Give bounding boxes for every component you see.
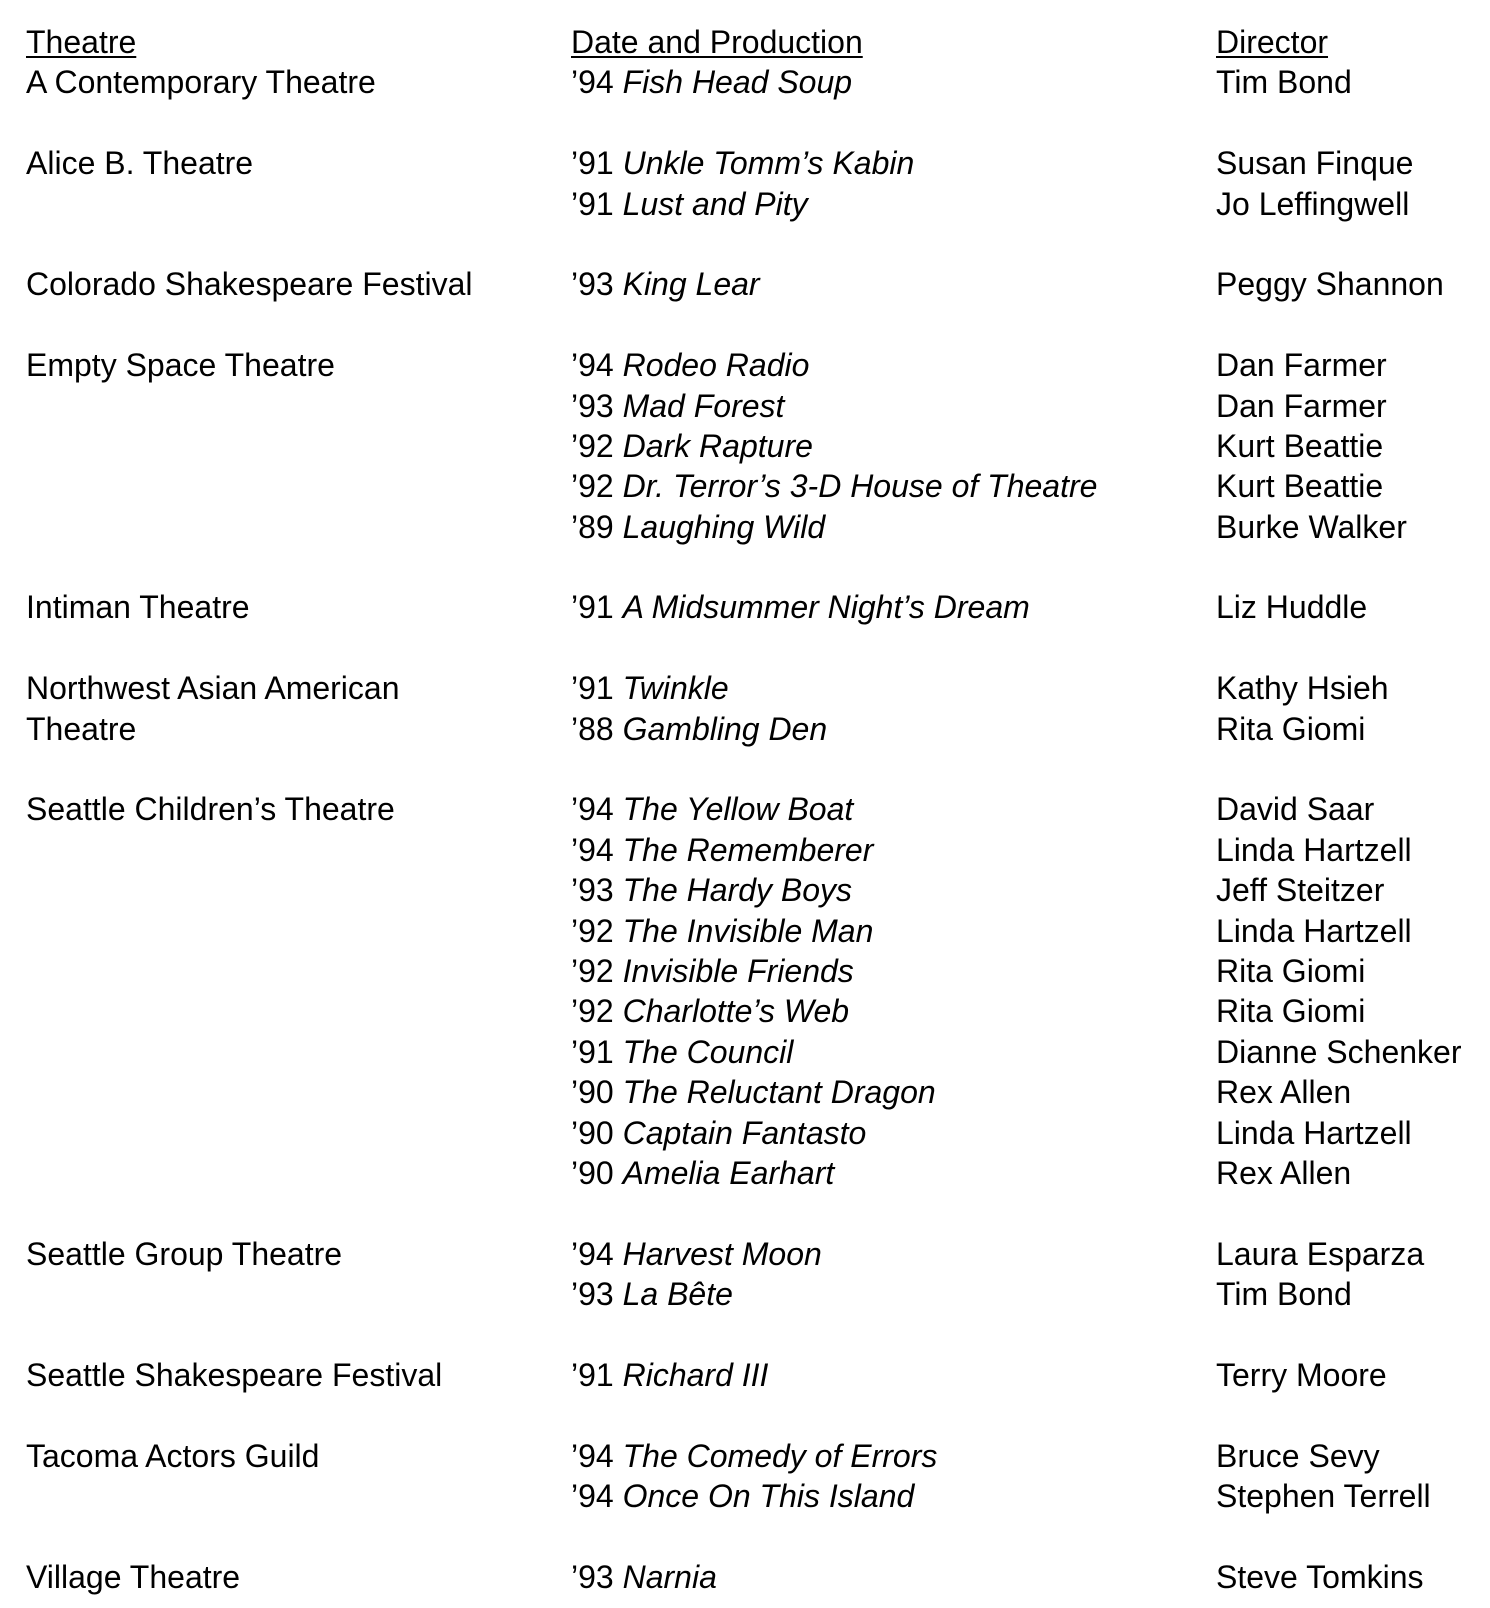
theatre-cell: Seattle Shakespeare Festival — [26, 1356, 443, 1393]
table-row — [26, 1072, 1486, 1112]
production-cell — [571, 184, 808, 224]
production-cell — [571, 668, 729, 708]
production-year: ’94 — [571, 791, 614, 828]
table-row — [26, 1274, 1486, 1314]
production-cell — [571, 1557, 717, 1597]
production-cell — [571, 1113, 866, 1153]
production-year: ’94 — [571, 1437, 614, 1474]
director-cell: Rita Giomi — [1216, 710, 1366, 747]
production-title: Richard III — [622, 1356, 769, 1393]
production-cell — [571, 1355, 768, 1395]
table-row — [26, 143, 1486, 183]
production-title: Gambling Den — [622, 710, 828, 747]
theatre-cell: Seattle Children’s Theatre — [26, 791, 395, 828]
director-cell: Linda Hartzell — [1216, 831, 1412, 868]
table-row — [26, 426, 1486, 466]
theatre-cell: Village Theatre — [26, 1558, 241, 1595]
table-row — [26, 1113, 1486, 1153]
production-year: ’91 — [571, 145, 614, 182]
production-title: The Rememberer — [622, 831, 874, 868]
production-rows — [26, 62, 1486, 1597]
table-row — [26, 62, 1486, 102]
production-title: A Midsummer Night’s Dream — [622, 589, 1030, 626]
production-title: The Comedy of Errors — [622, 1437, 938, 1474]
production-year: ’91 — [571, 1356, 614, 1393]
table-row — [26, 1436, 1486, 1476]
production-year: ’92 — [571, 952, 614, 989]
production-cell — [571, 1153, 834, 1193]
theatre-cell: Theatre — [26, 710, 137, 747]
production-title: Unkle Tomm’s Kabin — [622, 145, 915, 182]
production-title: Laughing Wild — [622, 508, 826, 545]
production-cell — [571, 1476, 914, 1516]
production-cell — [571, 1072, 936, 1112]
table-row — [26, 184, 1486, 224]
table-row — [26, 709, 1486, 749]
table-row — [26, 749, 1486, 789]
table-row — [26, 830, 1486, 870]
theatre-cell: Tacoma Actors Guild — [26, 1437, 320, 1474]
production-year: ’88 — [571, 710, 614, 747]
production-year: ’94 — [571, 1235, 614, 1272]
theatre-cell: Northwest Asian American — [26, 670, 400, 707]
production-title: The Yellow Boat — [622, 791, 854, 828]
production-title: Lust and Pity — [622, 185, 808, 222]
production-year: ’90 — [571, 1074, 614, 1111]
director-cell: Steve Tomkins — [1216, 1558, 1424, 1595]
production-year: ’94 — [571, 347, 614, 384]
production-title: Rodeo Radio — [622, 347, 810, 384]
production-title: The Reluctant Dragon — [622, 1074, 936, 1111]
production-year: ’93 — [571, 266, 614, 303]
production-title: Once On This Island — [622, 1478, 915, 1515]
production-cell — [571, 951, 854, 991]
theatre-cell: Intiman Theatre — [26, 589, 250, 626]
production-year: ’91 — [571, 670, 614, 707]
production-cell — [571, 991, 849, 1031]
table-row — [26, 870, 1486, 910]
production-year: ’92 — [571, 427, 614, 464]
table-row — [26, 507, 1486, 547]
production-title: Charlotte’s Web — [622, 993, 850, 1030]
header-row — [26, 22, 1486, 62]
production-cell — [571, 870, 852, 910]
date-production-column-header: Date and Production — [571, 24, 863, 60]
production-cell — [571, 1274, 733, 1314]
production-title: Harvest Moon — [622, 1235, 822, 1272]
production-year: ’90 — [571, 1154, 614, 1191]
table-row — [26, 789, 1486, 829]
director-cell: Rita Giomi — [1216, 952, 1366, 989]
production-year: ’91 — [571, 185, 614, 222]
production-year: ’92 — [571, 468, 614, 505]
director-cell: Terry Moore — [1216, 1356, 1387, 1393]
director-column-header: Director — [1216, 24, 1329, 60]
table-row — [26, 951, 1486, 991]
table-row — [26, 1234, 1486, 1274]
production-cell — [571, 264, 760, 304]
production-cell — [571, 587, 1030, 627]
production-cell — [571, 830, 873, 870]
production-year: ’92 — [571, 912, 614, 949]
table-row — [26, 1153, 1486, 1193]
table-row — [26, 911, 1486, 951]
table-row — [26, 991, 1486, 1031]
director-cell: Dan Farmer — [1216, 347, 1387, 384]
director-cell: Linda Hartzell — [1216, 1114, 1412, 1151]
production-title: Narnia — [622, 1558, 717, 1595]
table-row — [26, 264, 1486, 304]
production-cell — [571, 1436, 937, 1476]
director-cell: David Saar — [1216, 791, 1375, 828]
table-row — [26, 466, 1486, 506]
table-row — [26, 1032, 1486, 1072]
production-title: Dr. Terror’s 3-D House of Theatre — [622, 468, 1098, 505]
production-title: Mad Forest — [622, 387, 785, 424]
theatre-cell: Empty Space Theatre — [26, 347, 335, 384]
production-year: ’93 — [571, 1558, 614, 1595]
production-title: Amelia Earhart — [622, 1154, 835, 1191]
production-title: King Lear — [622, 266, 760, 303]
director-cell: Kurt Beattie — [1216, 468, 1384, 505]
table-row — [26, 1193, 1486, 1233]
director-cell: Jeff Steitzer — [1216, 872, 1385, 909]
production-title: Captain Fantasto — [622, 1114, 867, 1151]
director-cell: Rex Allen — [1216, 1154, 1352, 1191]
production-cell — [571, 911, 873, 951]
production-title: La Bête — [622, 1276, 733, 1313]
production-year: ’91 — [571, 1033, 614, 1070]
table-row — [26, 1476, 1486, 1516]
production-list — [26, 22, 1486, 1597]
director-cell: Linda Hartzell — [1216, 912, 1412, 949]
table-row — [26, 1315, 1486, 1355]
production-cell — [571, 143, 914, 183]
production-year: ’93 — [571, 1276, 614, 1313]
production-year: ’94 — [571, 1478, 614, 1515]
production-cell — [571, 426, 813, 466]
table-row — [26, 1557, 1486, 1597]
production-cell — [571, 507, 825, 547]
director-cell: Dianne Schenker — [1216, 1033, 1462, 1070]
director-cell: Bruce Sevy — [1216, 1437, 1380, 1474]
director-cell: Kurt Beattie — [1216, 427, 1384, 464]
theatre-cell: Colorado Shakespeare Festival — [26, 266, 473, 303]
director-cell: Dan Farmer — [1216, 387, 1387, 424]
production-title: Invisible Friends — [622, 952, 854, 989]
production-year: ’90 — [571, 1114, 614, 1151]
table-row — [26, 345, 1486, 385]
production-year: ’91 — [571, 589, 614, 626]
table-row — [26, 1395, 1486, 1435]
production-year: ’93 — [571, 387, 614, 424]
production-title: Twinkle — [622, 670, 729, 707]
theatre-cell: Alice B. Theatre — [26, 145, 254, 182]
production-cell — [571, 345, 809, 385]
production-cell — [571, 62, 852, 102]
director-cell: Tim Bond — [1216, 1276, 1352, 1313]
production-title: Fish Head Soup — [622, 64, 853, 101]
director-cell: Susan Finque — [1216, 145, 1414, 182]
director-cell: Burke Walker — [1216, 508, 1407, 545]
production-cell — [571, 386, 784, 426]
director-cell: Peggy Shannon — [1216, 266, 1444, 303]
table-row — [26, 547, 1486, 587]
table-row — [26, 668, 1486, 708]
production-cell — [571, 1234, 822, 1274]
director-cell: Rita Giomi — [1216, 993, 1366, 1030]
production-year: ’92 — [571, 993, 614, 1030]
table-row — [26, 1516, 1486, 1556]
table-row — [26, 1355, 1486, 1395]
table-row — [26, 587, 1486, 627]
table-row — [26, 305, 1486, 345]
director-cell: Jo Leffingwell — [1216, 185, 1410, 222]
production-title: The Invisible Man — [622, 912, 874, 949]
theatre-cell: A Contemporary Theatre — [26, 64, 376, 101]
production-year: ’93 — [571, 872, 614, 909]
production-year: ’94 — [571, 831, 614, 868]
director-cell: Liz Huddle — [1216, 589, 1368, 626]
table-row — [26, 628, 1486, 668]
production-cell — [571, 789, 853, 829]
table-row — [26, 103, 1486, 143]
table-row — [26, 224, 1486, 264]
production-cell — [571, 709, 827, 749]
production-title: The Hardy Boys — [622, 872, 853, 909]
theatre-column-header: Theatre — [26, 24, 137, 60]
production-year: ’94 — [571, 64, 614, 101]
director-cell: Laura Esparza — [1216, 1235, 1425, 1272]
director-cell: Tim Bond — [1216, 64, 1352, 101]
table-row — [26, 386, 1486, 426]
production-year: ’89 — [571, 508, 614, 545]
director-cell: Kathy Hsieh — [1216, 670, 1389, 707]
theatre-cell: Seattle Group Theatre — [26, 1235, 343, 1272]
director-cell: Rex Allen — [1216, 1074, 1352, 1111]
production-cell — [571, 1032, 793, 1072]
production-title: The Council — [622, 1033, 794, 1070]
production-title: Dark Rapture — [622, 427, 813, 464]
production-cell — [571, 466, 1097, 506]
director-cell: Stephen Terrell — [1216, 1478, 1431, 1515]
